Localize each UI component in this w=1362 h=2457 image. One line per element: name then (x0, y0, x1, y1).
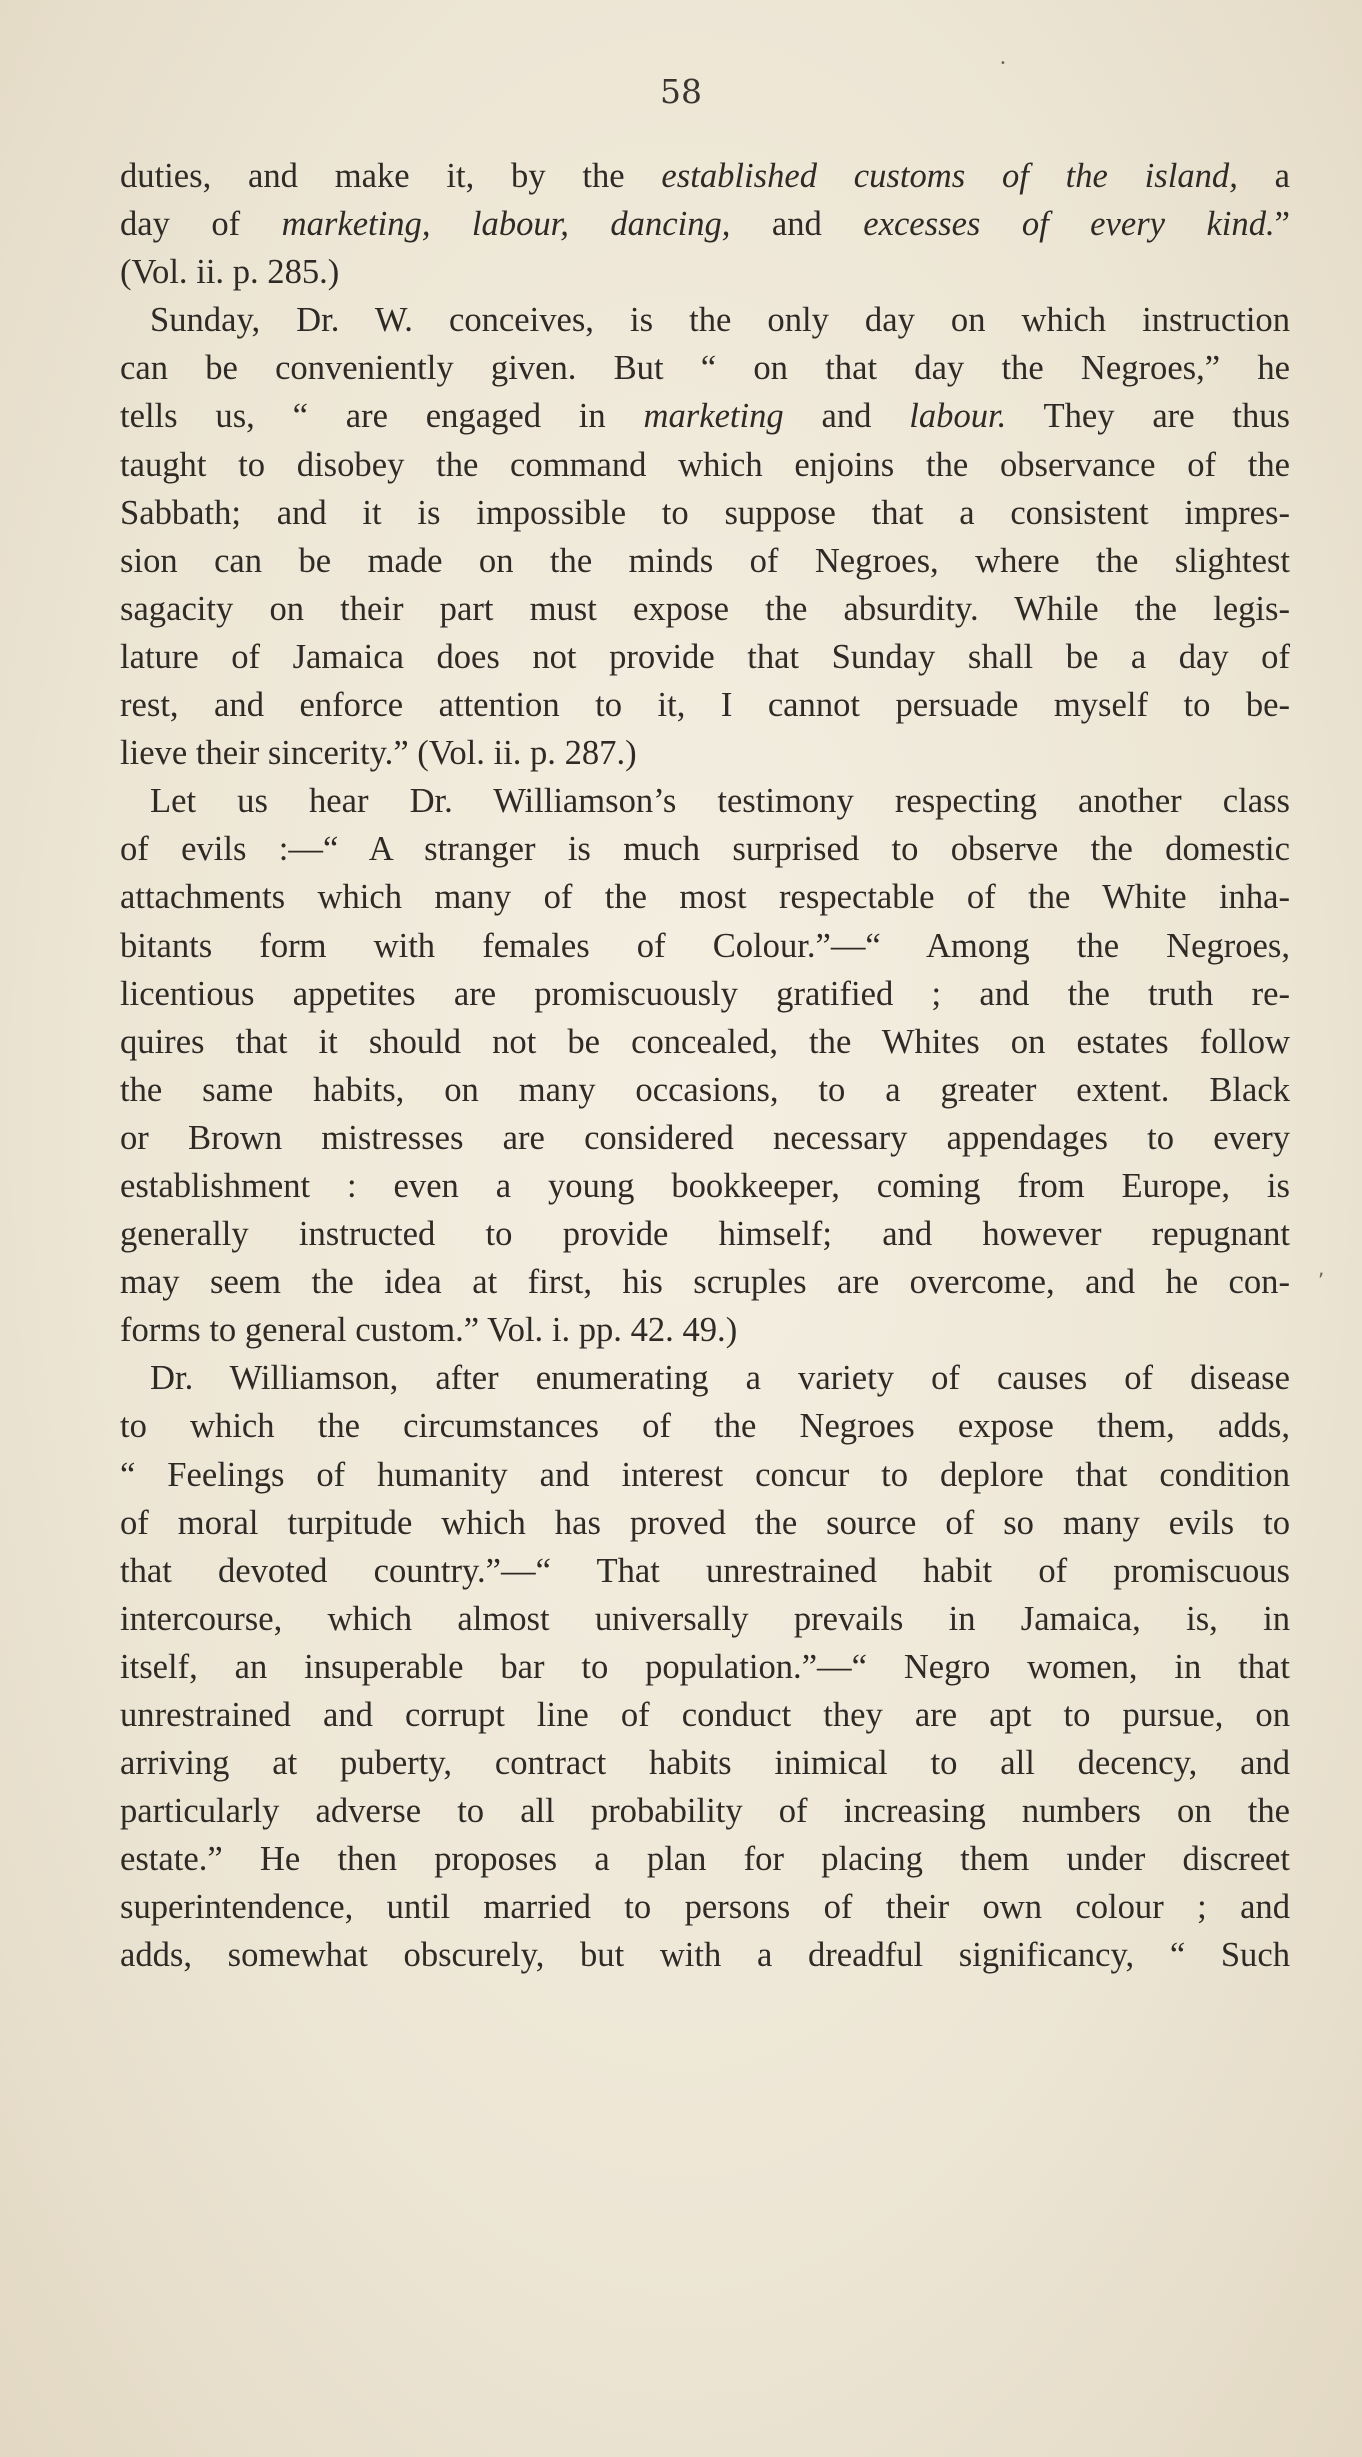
text-line (120, 1499, 1290, 1547)
text-line (120, 1402, 1290, 1450)
text-run: quires that it should not be concealed, the Whites on estates follow (120, 1022, 1290, 1061)
text-line (120, 392, 1290, 440)
text-line (120, 970, 1290, 1018)
text-run: the same habits, on many occasions, to a greater extent. Black (120, 1070, 1290, 1109)
italic-text: established customs of the island, (661, 157, 1238, 195)
text-run: to which the circumstances of the Negroes expose them, adds, (120, 1407, 1290, 1446)
text-run: taught to disobey the command which enjoins the observance of the (120, 445, 1290, 484)
text-run: may seem the idea at first, his scruples are overcome, and he con- (120, 1263, 1290, 1302)
text-line (120, 1595, 1290, 1643)
page-number: 58 (660, 72, 702, 111)
text-run: estate.” He then proposes a plan for placing them under discreet (120, 1840, 1290, 1879)
text-run: Sunday, Dr. W. conceives, is the only day on which instruction (150, 301, 1290, 340)
italic-text: marketing, labour, dancing, (281, 205, 731, 244)
text-run: bitants form with females of Colour.”—“ Among the Negroes, (120, 926, 1290, 965)
text-line (120, 1547, 1290, 1595)
text-run: of moral turpitude which has proved the source of so many evils to (120, 1503, 1290, 1542)
text-run: adds, somewhat obscurely, but with a dreadful significancy, “ Such (120, 1936, 1290, 1975)
text-run: sagacity on their part must expose the absurdity. While the legis- (120, 589, 1290, 628)
text-line (120, 585, 1290, 633)
text-run: licentious appetites are promiscuously gratified ; and the truth re- (120, 974, 1290, 1013)
text-line (120, 344, 1290, 392)
text-line (120, 1114, 1290, 1162)
text-line (120, 248, 1290, 296)
text-run: tells us, “ are engaged in (120, 397, 644, 436)
text-run: Dr. Williamson, after enumerating a variety of causes of disease (150, 1359, 1290, 1398)
text-run: lature of Jamaica does not provide that Sunday shall be a day of (120, 637, 1290, 676)
text-line (120, 1354, 1290, 1402)
text-line (120, 729, 1290, 777)
italic-text: marketing (643, 397, 784, 436)
text-line (120, 1787, 1290, 1835)
text-run: forms to general custom.” Vol. i. pp. 42. 49.) (120, 1311, 738, 1350)
text-line (120, 1643, 1290, 1691)
text-line (120, 1258, 1290, 1306)
text-run: ” (1274, 205, 1290, 244)
text-line (120, 441, 1290, 489)
text-run: establishment : even a young bookkeeper, coming from Europe, is (120, 1166, 1290, 1205)
text-run: attachments which many of the most respectable of the White inha- (120, 878, 1290, 917)
text-line (120, 1018, 1290, 1066)
text-run: “ Feelings of humanity and interest concur to deplore that condition (120, 1455, 1290, 1494)
text-run: lieve their sincerity.” (Vol. ii. p. 287.) (120, 734, 637, 773)
text-run: superintendence, until married to persons of their own colour ; and (120, 1888, 1290, 1927)
text-run: Let us hear Dr. Williamson’s testimony respecting another class (150, 782, 1290, 821)
italic-text: labour. (909, 397, 1007, 436)
text-line (120, 922, 1290, 970)
text-line (120, 537, 1290, 585)
text-run: generally instructed to provide himself; and however repugnant (120, 1215, 1290, 1254)
text-run: day of (120, 205, 282, 244)
text-line (120, 777, 1290, 825)
text-line (120, 1739, 1290, 1787)
italic-text: excesses of every kind. (863, 205, 1275, 244)
text-line (120, 1835, 1290, 1883)
text-run: rest, and enforce attention to it, I cannot persuade myself to be- (120, 686, 1290, 725)
text-line (120, 1210, 1290, 1258)
text-run: arriving at puberty, contract habits inimical to all decency, and (120, 1744, 1290, 1783)
text-line (120, 873, 1290, 921)
text-line (120, 681, 1290, 729)
text-run: particularly adverse to all probability of increasing numbers on the (120, 1792, 1290, 1831)
text-run: Sabbath; and it is impossible to suppose that a consistent impres- (120, 493, 1290, 532)
text-line (120, 1306, 1290, 1354)
text-line (120, 633, 1290, 681)
text-line (120, 200, 1290, 248)
text-run: or Brown mistresses are considered necessary appendages to every (120, 1118, 1290, 1157)
text-run: (Vol. ii. p. 285.) (120, 253, 340, 292)
text-line (120, 825, 1290, 873)
text-run: itself, an insuperable bar to population.”—“ Negro women, in that (120, 1647, 1290, 1686)
ink-speck: • (1000, 58, 1006, 69)
text-line (120, 1451, 1290, 1499)
text-line (120, 1931, 1290, 1979)
text-run: intercourse, which almost universally prevails in Jamaica, is, in (120, 1599, 1290, 1638)
text-line (120, 489, 1290, 537)
text-run: duties, and make it, by the (120, 157, 662, 195)
text-run: and (730, 205, 864, 244)
margin-tick: , (1318, 1256, 1325, 1280)
text-run: of evils :—“ A stranger is much surprised to observe the domestic (120, 830, 1290, 869)
text-run: can be conveniently given. But “ on that day the Negroes,” he (120, 349, 1290, 388)
text-run: a (1237, 157, 1291, 195)
text-line (120, 152, 1290, 200)
text-line (120, 1691, 1290, 1739)
text-run: that devoted country.”—“ That unrestrained habit of promiscuous (120, 1551, 1290, 1590)
text-line (120, 1066, 1290, 1114)
text-line (120, 1883, 1290, 1931)
text-line (120, 296, 1290, 344)
text-line (120, 1162, 1290, 1210)
body-text (120, 152, 1290, 1980)
text-run: and (783, 397, 910, 436)
text-run: They are thus (1006, 397, 1290, 436)
text-run: sion can be made on the minds of Negroes, where the slightest (120, 541, 1290, 580)
text-run: unrestrained and corrupt line of conduct they are apt to pursue, on (120, 1696, 1290, 1734)
